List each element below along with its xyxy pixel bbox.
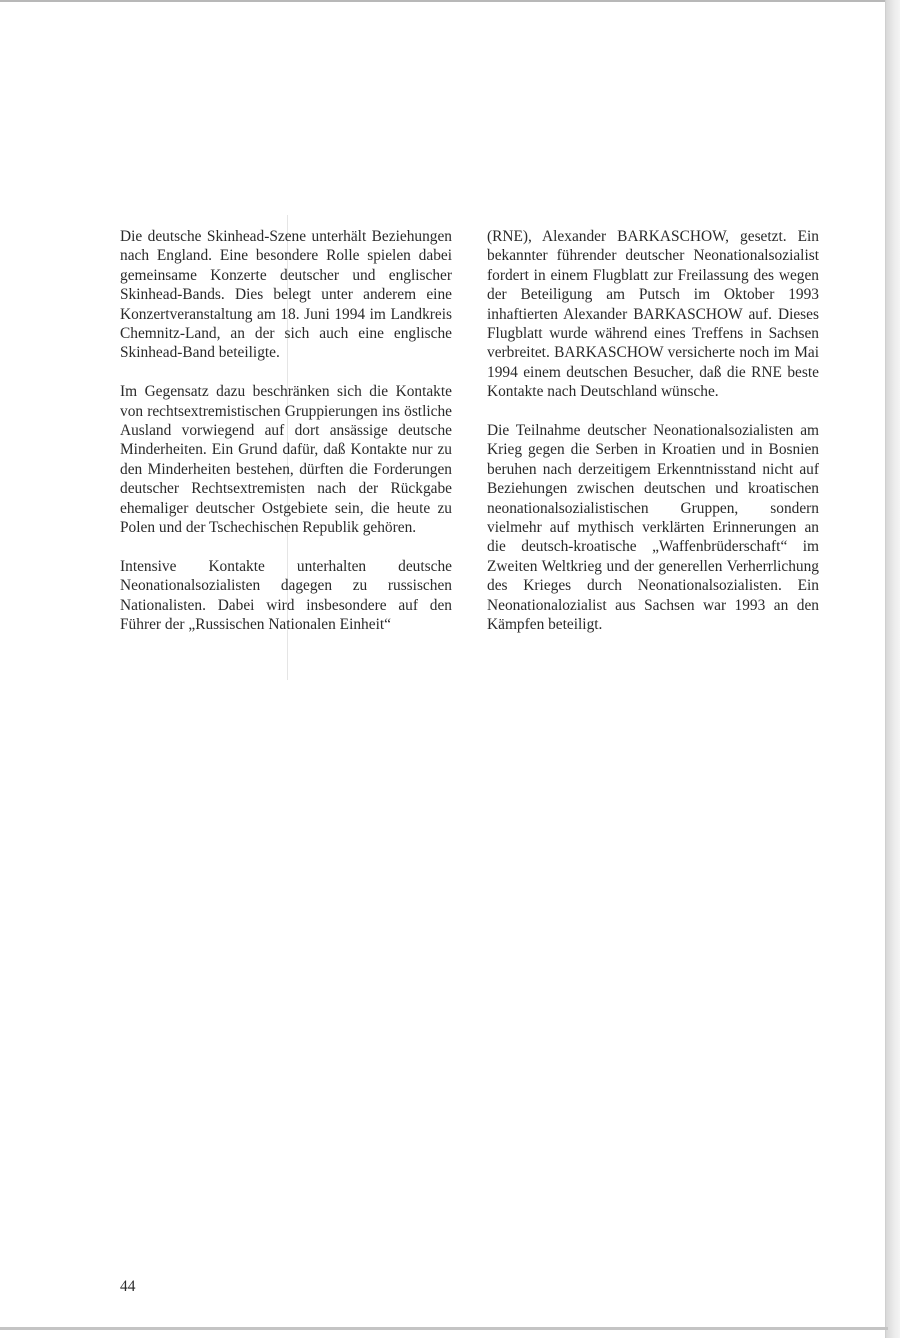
paragraph-barkaschow: (RNE), Alexander BARKASCHOW, gesetzt. Ein bekannter führender deutscher Neonationalsozialist fordert in einem Flugblatt zur Freilassung des wegen der Beteiligung am Putsch im Oktober 1993 inhaftierten Alexander BARKASCHOW auf. Dieses Flugblatt wurde während eines Treffens in Sachsen verbreitet. BARKASCHOW versicherte noch im Mai 1994 einem deutschen Besucher, daß die RNE beste Kontakte nach Deutschland wünsche. (487, 228, 819, 401)
right-text-column (487, 227, 819, 635)
left-text-column (120, 227, 452, 635)
paragraph-skinhead-england: Die deutsche Skinhead-Szene unterhält Beziehungen nach England. Eine besondere Rolle spielen dabei gemeinsame Konzerte deutscher und englischer Skinhead-Bands. Dies belegt unter anderem eine Konzertveranstaltung am 18. Juni 1994 im Landkreis Chemnitz-Land, an der sich auch eine englische Skinhead-Band beteiligte. (120, 228, 452, 362)
paragraph-eastern-contacts: Im Gegensatz dazu beschränken sich die Kontakte von rechtsextremistischen Gruppierungen ins östliche Ausland vorwiegend auf dort ansässige deutsche Minderheiten. Ein Grund dafür, daß Kontakte nur zu den Minderheiten bestehen, dürften die Forderungen deutscher Rechtsextremisten nach der Rückgabe ehemaliger deutscher Ostgebiete sein, die heute zu Polen und der Tschechischen Republik gehören. (120, 383, 452, 537)
paragraph-russian-nationalists: Intensive Kontakte unterhalten deutsche Neonationalsozialisten dagegen zu russischen Nationalisten. Dabei wird insbesondere auf den Führer der „Russischen Nationalen Einheit“ (120, 557, 452, 634)
scan-top-edge (0, 0, 888, 2)
page-number: 44 (120, 1278, 136, 1295)
scan-right-edge (886, 0, 900, 1338)
scan-bottom-edge (0, 1327, 888, 1330)
paragraph-balkan-war: Die Teilnahme deutscher Neonationalsozialisten am Krieg gegen die Serben in Kroatien und in Bosnien beruhen nach derzeitigem Erkenntnisstand nicht auf Beziehungen zwischen deutschen und kroatischen neonationalsozialistischen Gruppen, sondern vielmehr auf mythisch verklärten Erinnerungen an die deutsch-kroatische „Waffenbrüderschaft“ im Zweiten Weltkrieg und der generellen Verherrlichung des Krieges durch Neonationalsozialisten. Ein Neonationalozialist aus Sachsen war 1993 an den Kämpfen beteiligt. (487, 422, 819, 634)
